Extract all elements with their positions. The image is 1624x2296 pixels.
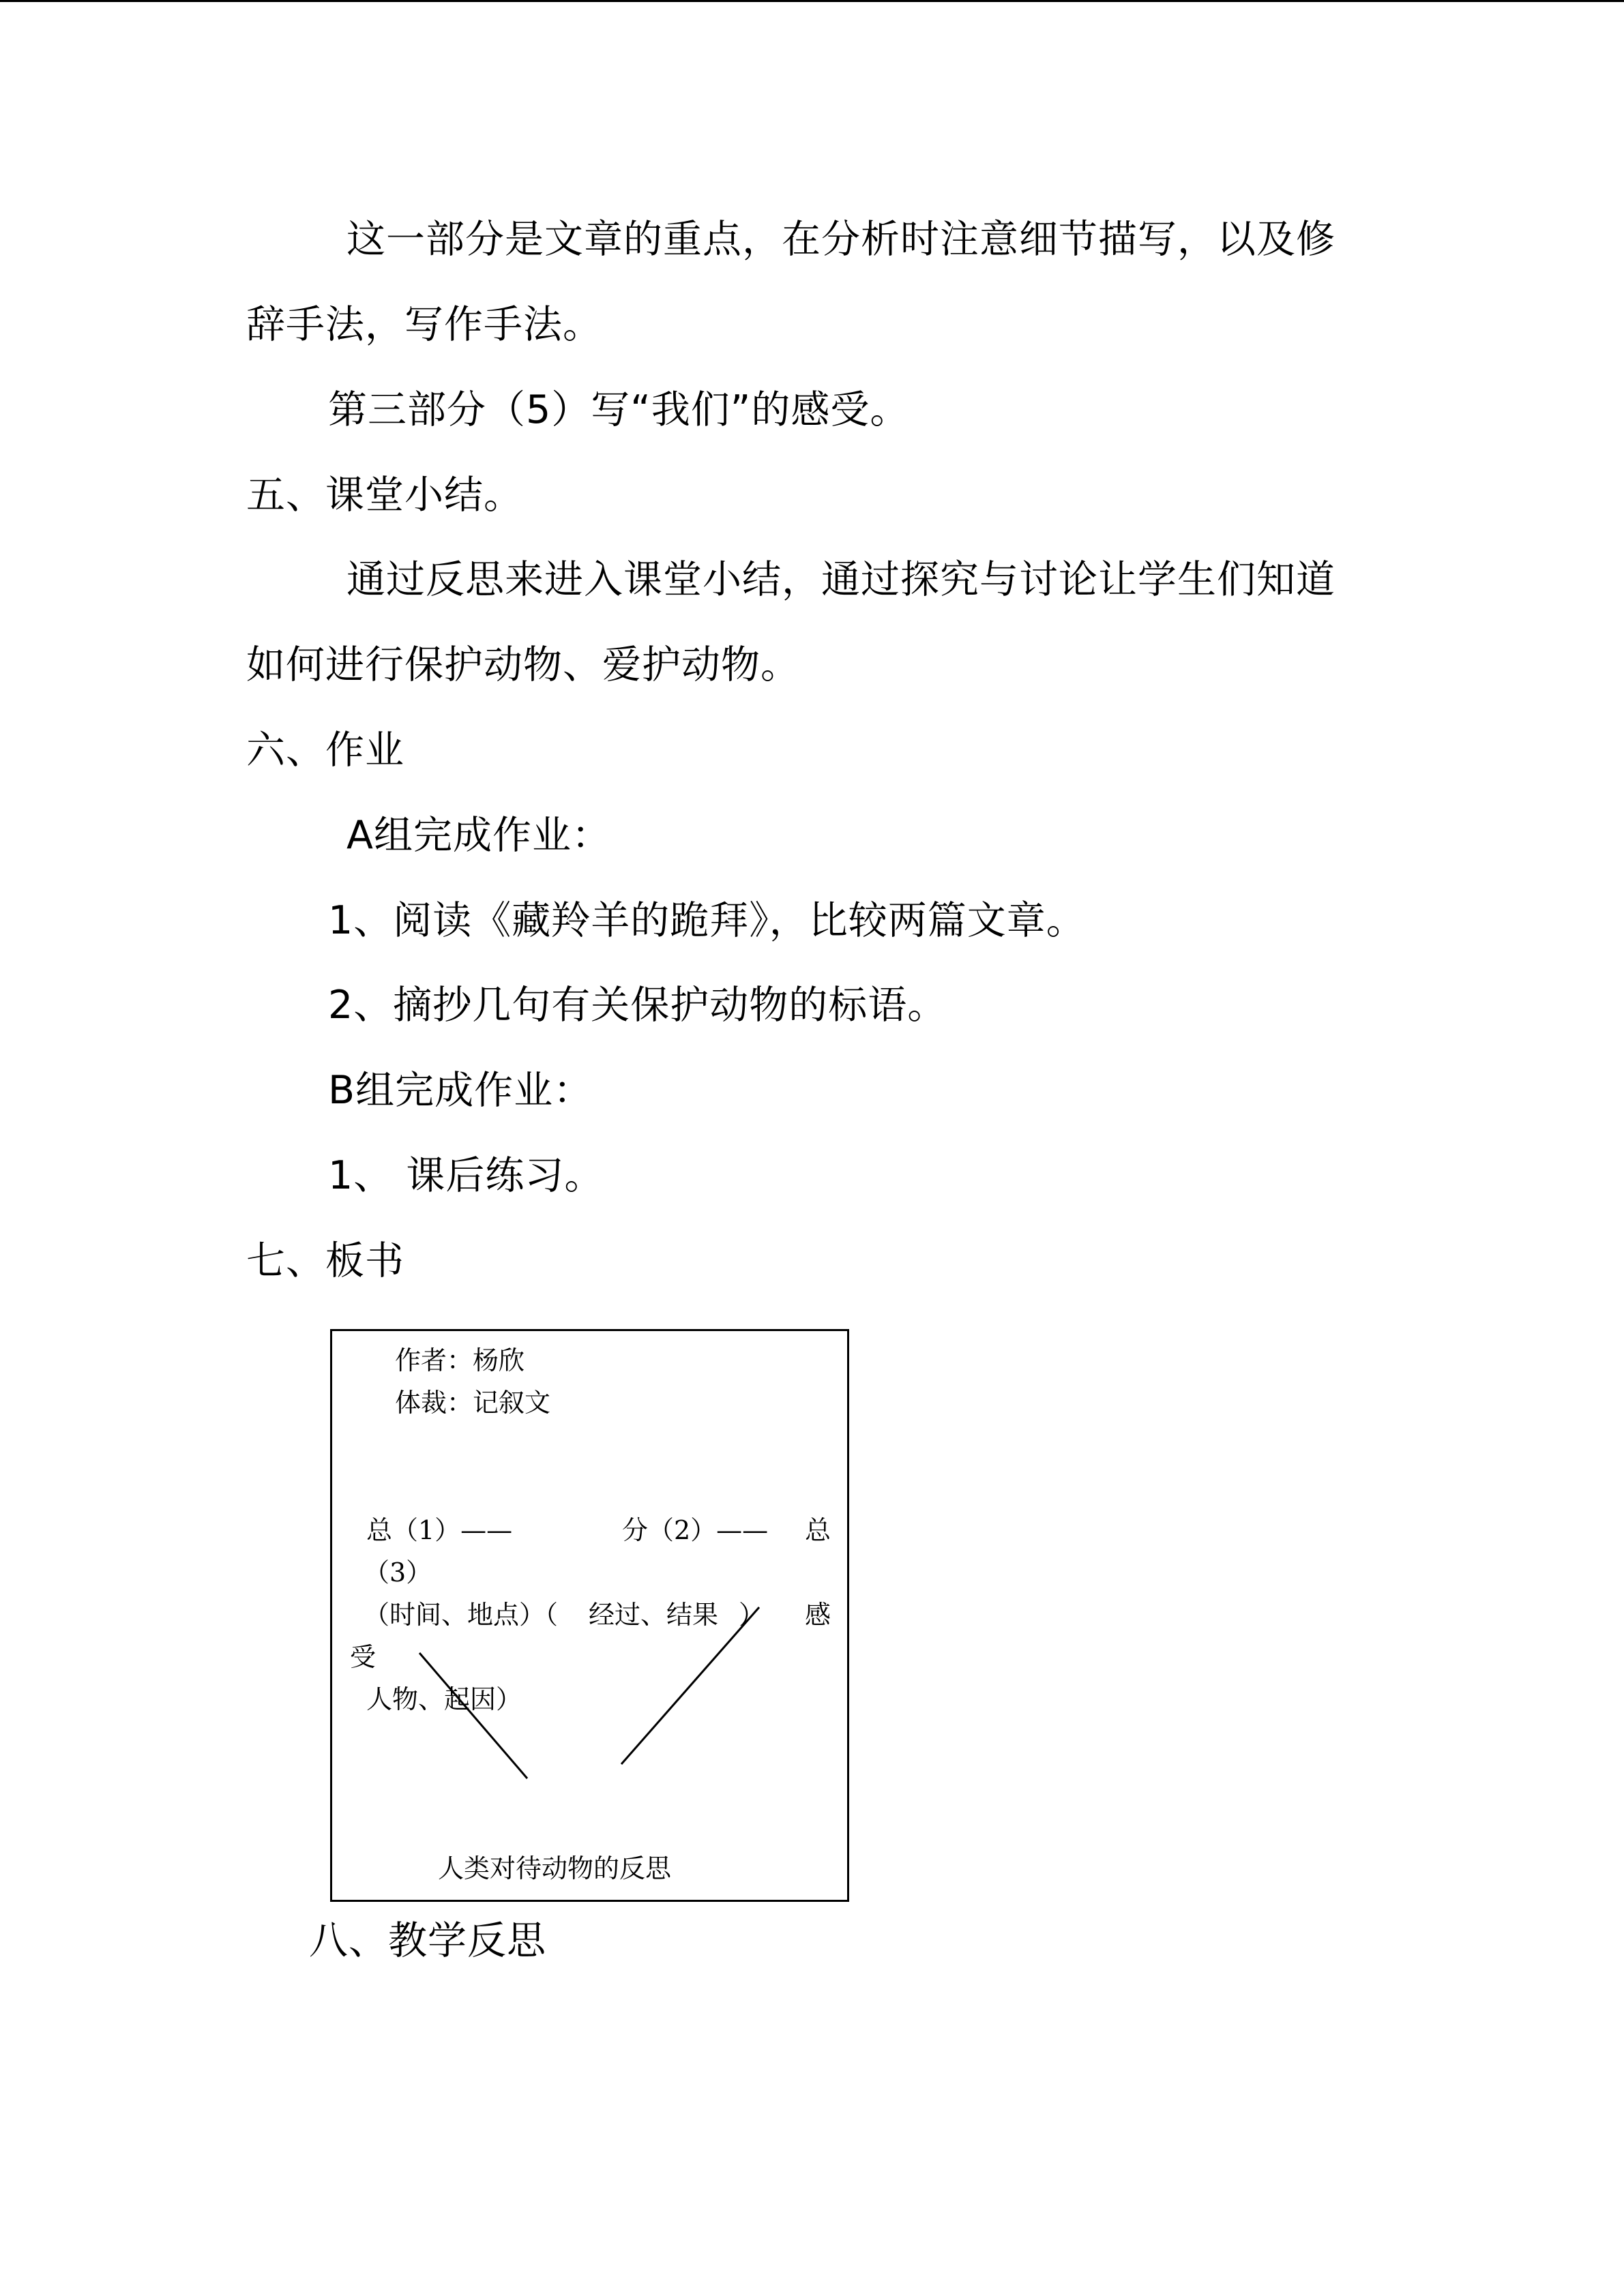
board-structure-part-2: 分（2）——	[622, 1515, 769, 1545]
board-feeling-2: 受	[350, 1642, 377, 1672]
board-people-cause: 人物、起因）	[366, 1684, 522, 1714]
paragraph-line: 这一部分是文章的重点，在分析时注意细节描写，以及修	[346, 217, 1335, 262]
board-structure-3: （3）	[364, 1557, 432, 1587]
blackboard-diagram	[330, 1329, 849, 1902]
list-item: 2、摘抄几句有关保护动物的标语。	[328, 983, 947, 1028]
board-process-result: 经过、结果	[589, 1600, 719, 1630]
paragraph-line: 第三部分（5）写“我们”的感受。	[328, 387, 910, 432]
board-author: 作者：杨欣	[395, 1345, 525, 1375]
paragraph-line: B组完成作业：	[328, 1068, 593, 1113]
section-heading: 七、板书	[246, 1238, 404, 1283]
board-paren: ）	[739, 1600, 765, 1630]
diagonal-line-right	[621, 1607, 759, 1764]
paragraph-line: 辞手法，写作手法。	[246, 302, 602, 347]
board-feeling-1: 感	[805, 1600, 831, 1630]
paragraph-line: 通过反思来进入课堂小结，通过探究与讨论让学生们知道	[346, 557, 1335, 602]
paragraph-line: 如何进行保护动物、爱护动物。	[246, 642, 800, 687]
board-theme: 人类对待动物的反思	[438, 1853, 672, 1883]
section-heading: 五、课堂小结。	[246, 473, 523, 518]
section-heading: 八、教学反思	[309, 1918, 546, 1963]
list-item: 1、阅读《藏羚羊的跪拜》，比较两篇文章。	[328, 898, 1086, 943]
section-heading: 六、作业	[246, 728, 404, 773]
page-top-border	[0, 0, 1624, 2]
board-structure-total-1: 总（1）——	[366, 1515, 513, 1545]
board-genre: 体裁：记叙文	[395, 1388, 551, 1418]
diagonal-line-left	[419, 1653, 527, 1778]
board-time-place: （时间、地点）（	[364, 1600, 559, 1630]
board-structure-total-3: 总	[805, 1515, 831, 1545]
paragraph-line: A组完成作业：	[346, 813, 611, 858]
list-item: 1、 课后练习。	[328, 1153, 604, 1198]
